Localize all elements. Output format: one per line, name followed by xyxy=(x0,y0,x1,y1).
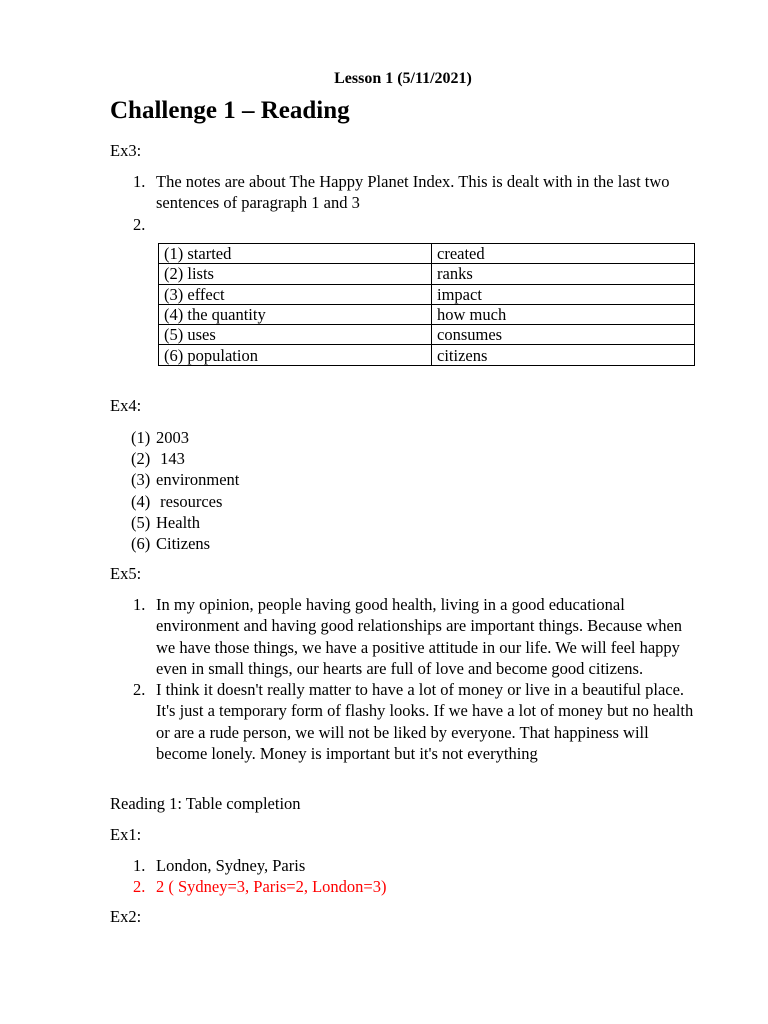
ex4-label: Ex4: xyxy=(110,396,142,415)
list-item xyxy=(131,491,239,512)
list-item-highlighted xyxy=(110,876,710,897)
list-item xyxy=(131,427,239,448)
ex4-list xyxy=(131,427,239,554)
list-number: 2. xyxy=(133,214,146,234)
ex2-label: Ex2: xyxy=(110,907,142,926)
list-item xyxy=(131,448,239,469)
list-text: The notes are about The Happy Planet Index. This is dealt with in the last two sentences of paragraph 1 and 3 xyxy=(156,172,670,213)
list-number: (4) xyxy=(131,491,151,511)
list-item xyxy=(131,512,239,533)
ex1-list xyxy=(110,855,710,898)
vocabulary-table xyxy=(158,243,695,366)
table-cell: (1) started xyxy=(159,244,432,264)
list-number: (2) xyxy=(131,449,151,469)
list-number: 1. xyxy=(133,172,146,191)
table-cell: citizens xyxy=(432,345,695,365)
ex1-label: Ex1: xyxy=(110,825,142,844)
list-item xyxy=(131,533,239,554)
table-cell: (4) the quantity xyxy=(159,304,432,324)
list-text: I think it doesn't really matter to have a lot of money or live in a beautiful place. It's just a temporary form of flashy looks. If we have a lot of money but no health or are a rude person, we will not be liked by everyone. That happiness will become lonely. Money is important but it's not everything xyxy=(156,680,694,764)
list-item xyxy=(110,171,710,214)
table-row xyxy=(159,244,695,264)
challenge-title: Challenge 1 – Reading xyxy=(110,97,350,124)
list-text: 2003 xyxy=(156,428,189,447)
reading1-heading: Reading 1: Table completion xyxy=(110,794,301,813)
table-row xyxy=(159,325,695,345)
list-text: In my opinion, people having good health, living in a good educational environment and having good relationships are important things. Because when we have those things, we have a positive attitude in our life. We will feel happy even in small things, our hearts are full of love and become good citizens. xyxy=(156,595,683,678)
ex5-list xyxy=(110,594,702,764)
table-cell: (2) lists xyxy=(159,264,432,284)
list-number: (5) xyxy=(131,512,151,532)
list-number: (6) xyxy=(131,534,151,554)
table-cell: impact xyxy=(432,284,695,304)
list-text: Health xyxy=(156,512,200,532)
list-text: environment xyxy=(156,470,240,490)
list-text: 143 xyxy=(156,449,185,469)
list-text: London, Sydney, Paris xyxy=(156,856,306,875)
table-cell: how much xyxy=(432,304,695,324)
ex3-label: Ex3: xyxy=(110,141,142,160)
table-cell: consumes xyxy=(432,325,695,345)
table-cell: ranks xyxy=(432,264,695,284)
list-item xyxy=(131,469,239,490)
list-number: (3) xyxy=(131,470,151,490)
list-number: (1) xyxy=(131,428,151,447)
list-text: Citizens xyxy=(156,534,211,554)
list-number: 1. xyxy=(133,856,146,875)
list-item xyxy=(110,679,702,764)
ex3-list xyxy=(110,171,710,234)
table-row xyxy=(159,284,695,304)
table-row xyxy=(159,345,695,365)
table-row xyxy=(159,264,695,284)
list-item xyxy=(110,855,710,876)
list-text: 2 ( Sydney=3, Paris=2, London=3) xyxy=(156,877,387,897)
list-number: 2. xyxy=(133,680,146,700)
list-number: 1. xyxy=(133,595,146,614)
table-row xyxy=(159,304,695,324)
list-text: resources xyxy=(156,491,223,511)
table-cell: created xyxy=(432,244,695,264)
list-item xyxy=(110,594,702,679)
list-number: 2. xyxy=(133,877,146,897)
ex5-label: Ex5: xyxy=(110,564,142,583)
table-cell: (5) uses xyxy=(159,325,432,345)
lesson-title: Lesson 1 (5/11/2021) xyxy=(334,70,472,87)
table-cell: (3) effect xyxy=(159,284,432,304)
table-cell: (6) population xyxy=(159,345,432,365)
